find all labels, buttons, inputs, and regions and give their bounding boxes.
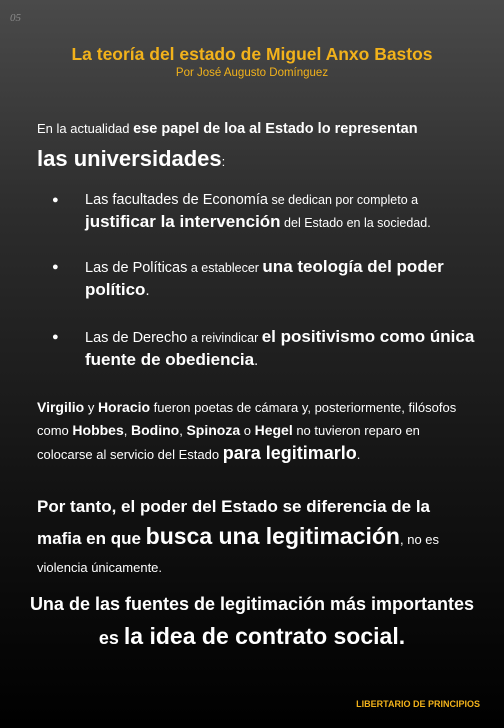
intro-text-1: En la actualidad [37,121,134,136]
intro-colon: : [221,154,226,169]
bullet-emphasis: una teología del poder político [85,257,444,299]
name-hobbes: Hobbes [72,422,124,438]
text: no tuvieron reparo en colocarse al servicio del Estado [37,423,420,462]
name-hegel: Hegel [254,422,293,438]
bullet-text: . [254,353,259,369]
closing-text: Una de las fuentes de legitimación más importantes es [29,594,475,648]
closing-statement [20,588,484,654]
bullet-text: del Estado en la sociedad. [280,216,431,230]
footer-brand: LIBERTARIO DE PRINCIPIOS [356,699,480,709]
bullet-icon: ● [52,261,59,273]
bullet-text: a reivindicar [187,331,262,345]
name-bodino: Bodino [130,422,180,438]
text: y [84,400,98,415]
bullet-text: se dedican por completo a [267,193,419,207]
names-paragraph [37,396,477,466]
bullet-emphasis: el positivismo como única fuente de obediencia [85,327,475,369]
bullet-text: a establecer [187,261,263,275]
name-spinoza: Spinoza [186,422,241,438]
text: , [179,423,187,438]
bullet-emphasis: justificar la intervención [85,212,281,231]
tanto-emphasis: busca una legitimación [145,523,400,549]
page-title: La teoría del estado de Miguel Anxo Bastos [71,44,433,64]
text: fueron poetas de cámara y, posteriormente, filósofos como [37,400,457,438]
text: , [123,423,131,438]
tanto-paragraph [37,493,477,582]
closing-emphasis: la idea de contrato social. [123,623,406,649]
page-subtitle: Por José Augusto Domínguez [175,67,329,79]
tanto-text: , no es violencia únicamente. [37,532,440,575]
list-item [40,189,476,234]
bullet-lead: Las de Derecho [85,330,188,346]
intro-bold-2: las universidades [37,146,222,171]
list-item [40,326,476,372]
text: o [240,423,255,438]
name-horacio: Horacio [97,399,151,415]
bullet-icon: ● [52,194,59,206]
bullet-lead: Las de Políticas [85,260,188,276]
list-item [40,256,476,302]
text: . [356,447,361,462]
bullet-icon: ● [52,331,59,343]
emphasis-legitimarlo: para legitimarlo [222,443,357,463]
intro-paragraph [37,114,477,177]
bullet-lead: Las facultades de Economía [85,192,268,208]
intro-bold-1: ese papel de loa al Estado lo representan [133,121,418,137]
page-number: 05 [10,12,21,24]
name-virgilio: Virgilio [37,399,85,415]
tanto-bold: Por tanto, el poder del Estado se diferencia de la mafia en que [37,497,430,548]
bullet-text: . [145,283,150,299]
